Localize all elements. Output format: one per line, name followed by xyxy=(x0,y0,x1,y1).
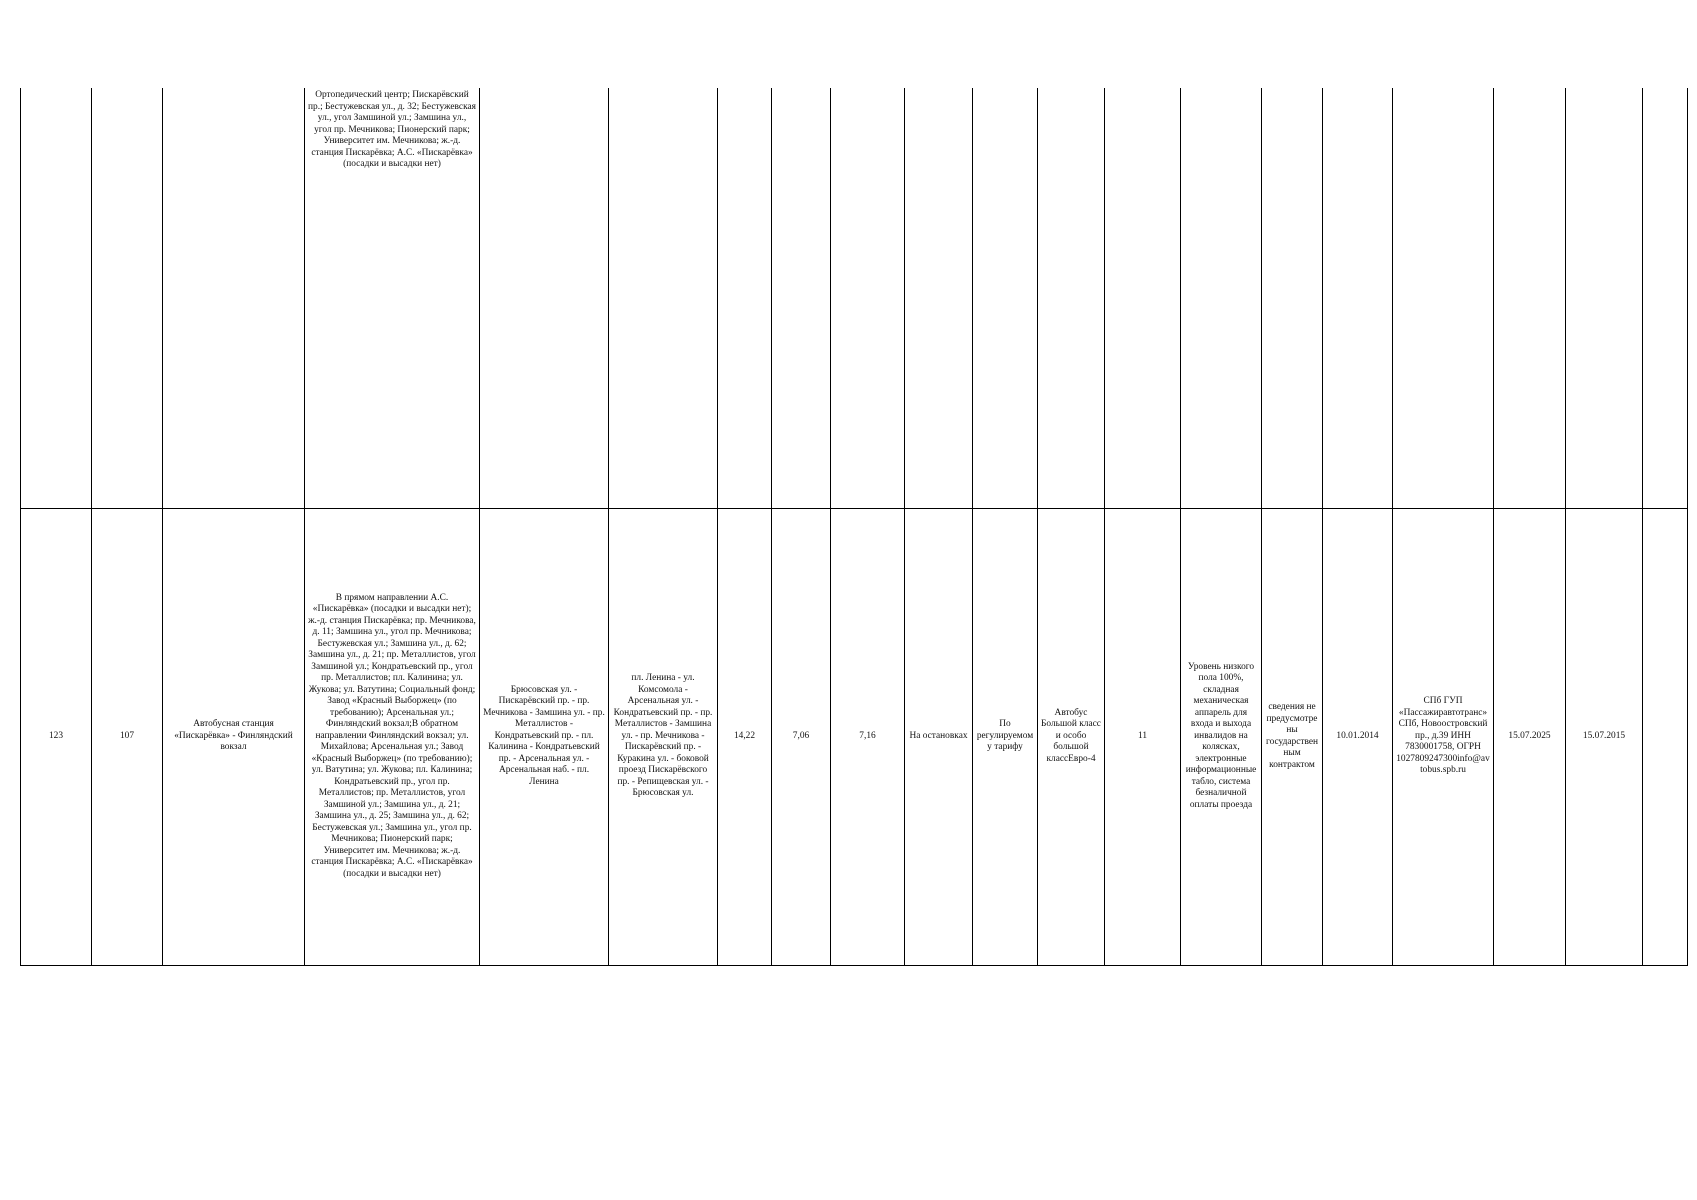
cell-max-count xyxy=(1105,88,1181,508)
cell-carrier xyxy=(1393,88,1494,508)
route-register-table xyxy=(20,88,1688,966)
cell-equipment xyxy=(1181,88,1262,508)
cell-equipment: Уровень низкого пола 100%, складная механическая аппарель для входа и выхода инвалидов на колясках, электронные информационные табло, система безналичной оплаты проезда xyxy=(1181,508,1262,965)
cell-tariff: По регулируемому тарифу xyxy=(973,508,1038,965)
cell-stops: Ортопедический центр; Пискарёвский пр.; Бестужевская ул., д. 32; Бестужевская ул., угол Замшиной ул.; Замшина ул., угол пр. Мечникова; Пионерский парк; Университет им. Мечникова; ж.-д. станция Пискарёвка; А.С. «Пискарёвка» (посадки и высадки нет) xyxy=(305,88,480,508)
cell-carrier: СПб ГУП «Пассажиравтотранс»СПб, Новоостровский пр., д.39 ИНН 7830001758, ОГРН 1027809247300info@avtobus.spb.ru xyxy=(1393,508,1494,965)
cell-streets-forward xyxy=(480,88,609,508)
cell-date-2 xyxy=(1566,88,1643,508)
cell-registry-number xyxy=(21,88,92,508)
cell-route-name xyxy=(163,88,305,508)
cell-vehicle xyxy=(1038,88,1105,508)
cell-extra xyxy=(1643,508,1688,965)
cell-start-date xyxy=(1323,88,1393,508)
cell-contract: сведения не предусмотрены государственным контрактом xyxy=(1262,508,1323,965)
cell-length-forward xyxy=(772,88,831,508)
cell-date-1 xyxy=(1494,88,1566,508)
cell-length-total: 14,22 xyxy=(718,508,772,965)
cell-stop-order: На остановках xyxy=(905,508,973,965)
cell-date-1: 15.07.2025 xyxy=(1494,508,1566,965)
cell-route-name: Автобусная станция «Пискарёвка» - Финляндский вокзал xyxy=(163,508,305,965)
cell-extra xyxy=(1643,88,1688,508)
cell-length-total xyxy=(718,88,772,508)
cell-tariff xyxy=(973,88,1038,508)
cell-stops: В прямом направлении А.С. «Пискарёвка» (посадки и высадки нет); ж.-д. станция Пискарёвка; пр. Мечникова, д. 11; Замшина ул., угол пр. Мечникова; Бестужевская ул.; Замшина ул., д. 62; Замшина ул., д. 21; пр. Металлистов, угол Замшиной ул.; Кондратьевский пр., угол пр. Металлистов; пл. Калинина; ул. Жукова; ул. Ватутина; Социальный фонд; Завод «Красный Выборжец» (по требованию); Арсенальная ул.; Финляндский вокзал;В обратном направлении Финляндский вокзал; ул. Михайлова; Арсенальная ул.; Завод «Красный Выборжец» (по требованию); ул. Ватутина; ул. Жукова; пл. Калинина; Кондратьевский пр., угол пр. Металлистов; пр. Металлистов, угол Замшиной ул.; Замшина ул., д. 21; Замшина ул., д. 25; Замшина ул., д. 62; Бестужевская ул.; Замшина ул., угол пр. Мечникова; Пионерский парк; Университет им. Мечникова; ж.-д. станция Пискарёвка; А.С. «Пискарёвка» (посадки и высадки нет) xyxy=(305,508,480,965)
cell-vehicle: Автобус Большой класс и особо большой классЕвро-4 xyxy=(1038,508,1105,965)
cell-stop-order xyxy=(905,88,973,508)
cell-date-2: 15.07.2015 xyxy=(1566,508,1643,965)
cell-route-number xyxy=(92,88,163,508)
cell-streets-back xyxy=(609,88,718,508)
cell-start-date: 10.01.2014 xyxy=(1323,508,1393,965)
cell-registry-number: 123 xyxy=(21,508,92,965)
cell-streets-forward: Брюсовская ул. - Пискарёвский пр. - пр. Мечникова - Замшина ул. - пр. Металлистов - Кондратьевский пр. - пл. Калинина - Кондратьевский пр. - Арсенальная ул. - Арсенальная наб. - пл. Ленина xyxy=(480,508,609,965)
table-row xyxy=(21,88,1688,508)
cell-contract xyxy=(1262,88,1323,508)
table-row xyxy=(21,508,1688,965)
cell-length-back: 7,16 xyxy=(831,508,905,965)
cell-route-number: 107 xyxy=(92,508,163,965)
cell-length-forward: 7,06 xyxy=(772,508,831,965)
cell-max-count: 11 xyxy=(1105,508,1181,965)
cell-length-back xyxy=(831,88,905,508)
cell-streets-back: пл. Ленина - ул. Комсомола - Арсенальная ул. - Кондратьевский пр. - пр. Металлистов - Замшина ул. - пр. Мечникова - Пискарёвский пр. - Куракина ул. - боковой проезд Пискарёвского пр. - Репищевская ул. - Брюсовская ул. xyxy=(609,508,718,965)
